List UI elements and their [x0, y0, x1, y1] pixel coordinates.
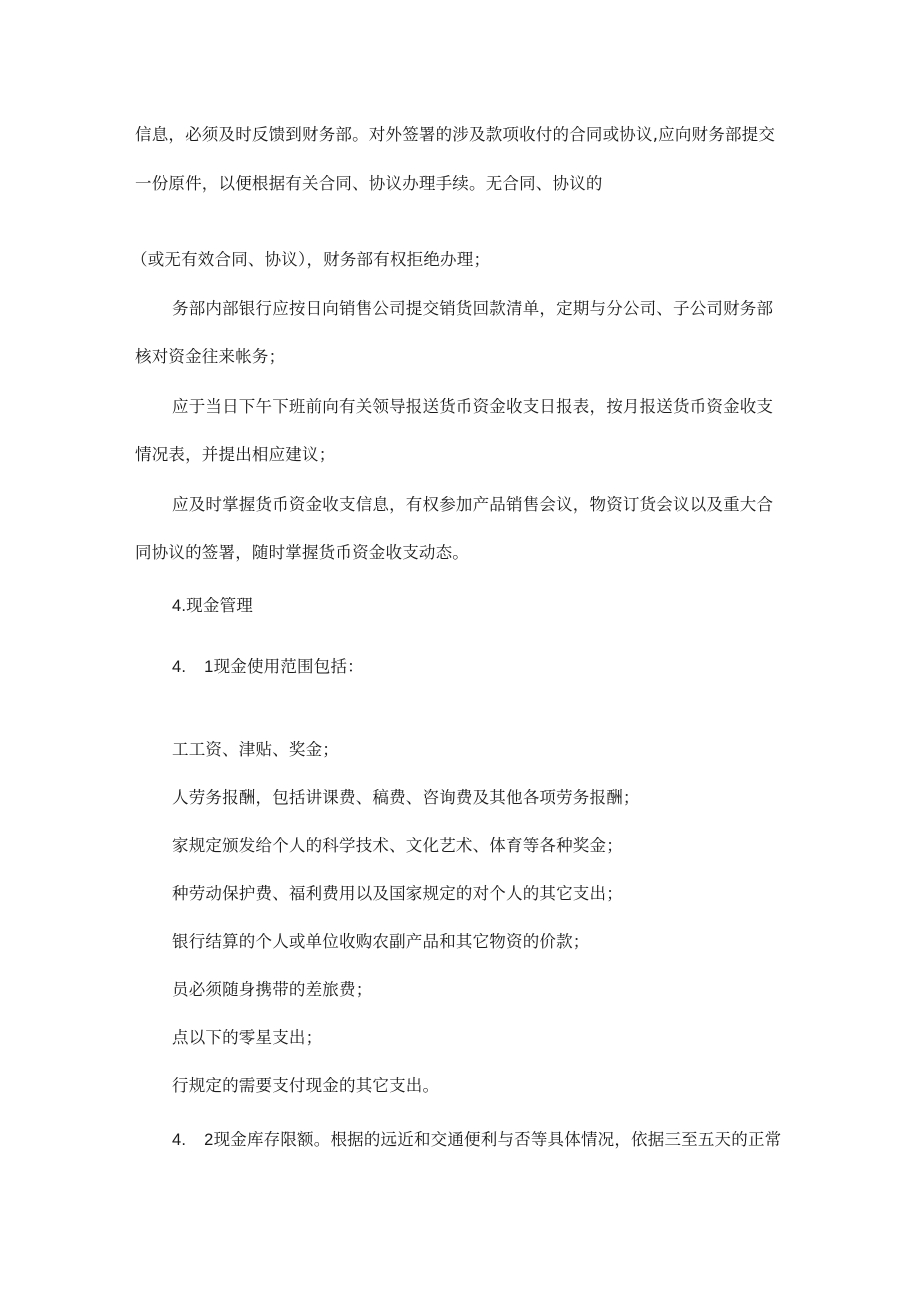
- paragraph-5-line-1: 应及时掌握货币资金收支信息，有权参加产品销售会议，物资订货会议以及重大合: [172, 495, 774, 514]
- cash-use-item-7: 点以下的零星支出；: [172, 1028, 323, 1047]
- paragraph-4-line-1: 应于当日下午下班前向有关领导报送货币资金收支日报表，按月报送货币资金收支: [172, 397, 774, 416]
- paragraph-3-line-2: 核对资金往来帐务；: [135, 347, 286, 366]
- cash-use-item-4: 种劳动保护费、福利费用以及国家规定的对个人的其它支出；: [172, 884, 623, 903]
- paragraph-5-line-2: 同协议的签署，随时掌握货币资金收支动态。: [135, 543, 469, 562]
- section-4-2-text: 现金库存限额。根据的远近和交通便利与否等具体情况，依据三至五天的正常: [213, 1130, 782, 1149]
- section-4-2-heading: [172, 1128, 781, 1152]
- cash-use-item-1: 工工资、津贴、奖金；: [172, 740, 339, 759]
- section-4-1-heading: [172, 655, 364, 679]
- section-4-1-title: 现金使用范围包括：: [213, 657, 364, 676]
- section-4-2-prefix: 4.: [172, 1131, 187, 1149]
- section-4-title: 现金管理: [186, 596, 253, 615]
- paragraph-2-line-1: （或无有效合同、协议），财务部有权拒绝办理；: [131, 250, 491, 269]
- section-4-1-number: 1: [204, 658, 214, 676]
- cash-use-item-6: 员必须随身携带的差旅费；: [172, 980, 373, 999]
- cash-use-item-2: 人劳务报酬，包括讲课费、稿费、咨询费及其他各项劳务报酬；: [172, 788, 640, 807]
- cash-use-item-8: 行规定的需要支付现金的其它支出。: [172, 1076, 440, 1095]
- paragraph-1-line-1: 信息，必须及时反馈到财务部。对外签署的涉及款项收付的合同或协议,应向财务部提交: [135, 125, 776, 144]
- cash-use-item-3: 家规定颁发给个人的科学技术、文化艺术、体育等各种奖金；: [172, 836, 623, 855]
- paragraph-1-line-2: 一份原件，以便根据有关合同、协议办理手续。无合同、协议的: [135, 174, 603, 193]
- cash-use-item-5: 银行结算的个人或单位收购农副产品和其它物资的价款；: [172, 932, 590, 951]
- section-4-number: 4.: [172, 597, 187, 615]
- paragraph-4-line-2: 情况表，并提出相应建议；: [135, 445, 336, 464]
- section-4-heading: [172, 594, 253, 618]
- section-4-1-prefix: 4.: [172, 658, 187, 676]
- paragraph-3-line-1: 务部内部银行应按日向销售公司提交销货回款清单，定期与分公司、子公司财务部: [172, 299, 774, 318]
- section-4-2-number: 2: [204, 1131, 214, 1149]
